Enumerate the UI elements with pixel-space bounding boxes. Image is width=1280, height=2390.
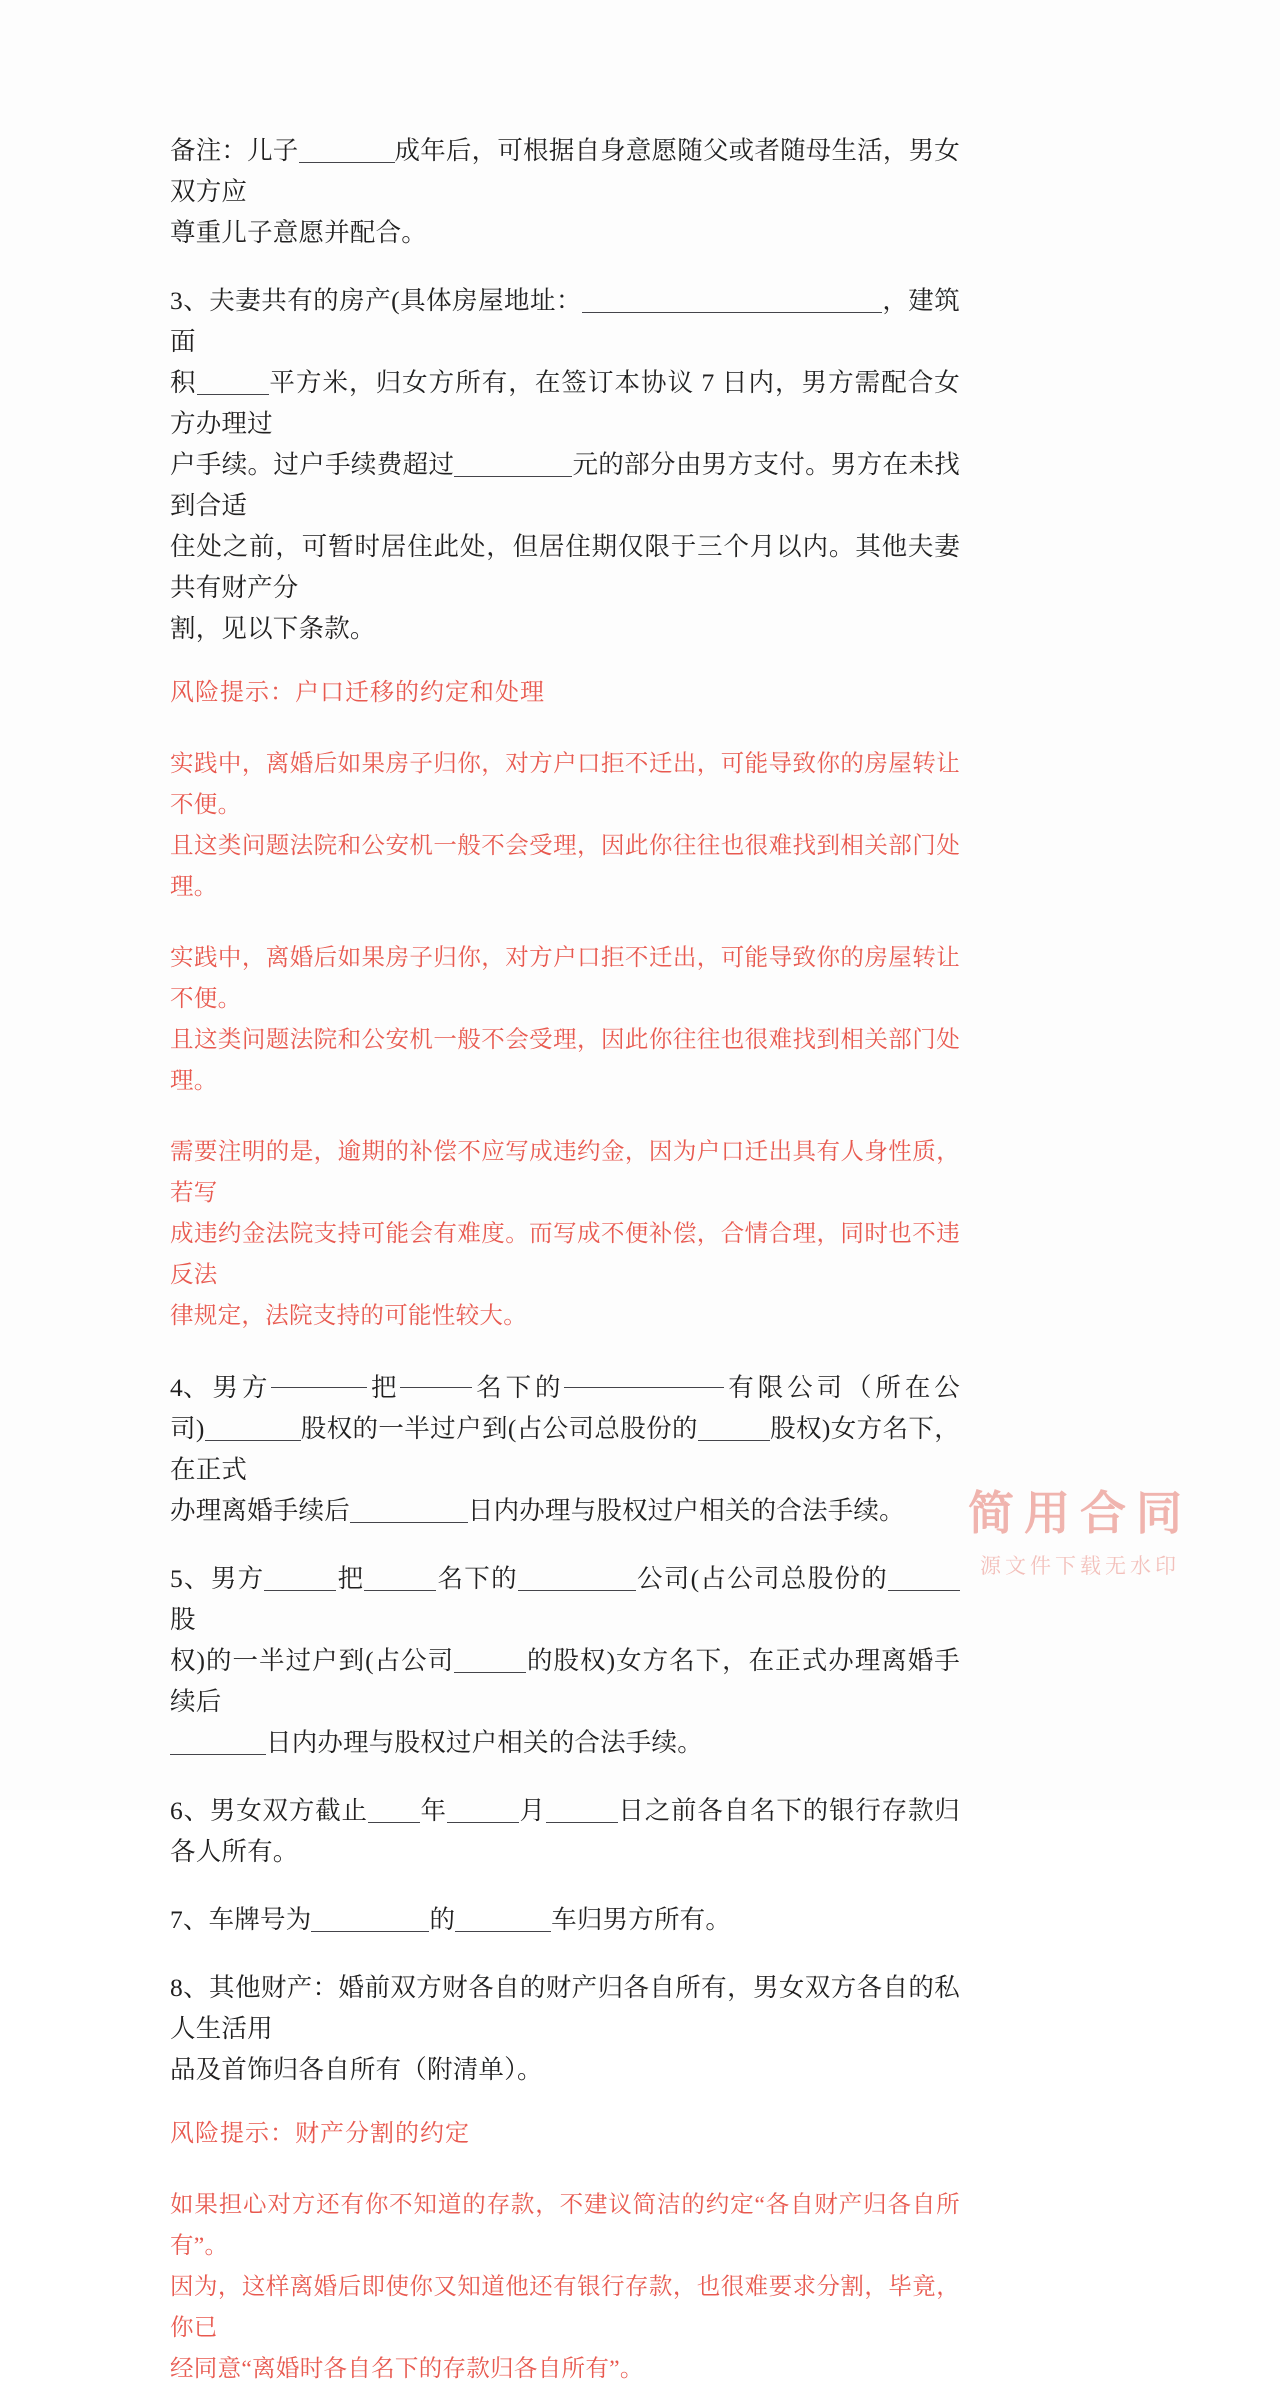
fill-blank[interactable] [400, 1367, 472, 1388]
clause-7-b: 的 [429, 1905, 456, 1934]
risk-paragraph-2 [170, 938, 960, 1102]
fill-blank[interactable] [299, 142, 395, 163]
clause-4-c8: 限 [757, 1373, 784, 1402]
clause-7-a: 7、车牌号为 [170, 1905, 312, 1934]
watermark [968, 1487, 1192, 1580]
watermark-subtitle: 源文件下载无水印 [980, 1554, 1180, 1578]
document-body [170, 130, 960, 2390]
paragraph-note-child [170, 130, 960, 253]
clause-6-a: 6、男女双方截止 [170, 1796, 368, 1825]
clause-4-c6: 的 [535, 1373, 561, 1402]
watermark-brand: 简用合同 [968, 1486, 1192, 1541]
clause-3-line-b-prefix: 积 [170, 368, 197, 397]
clause-4-c4: 名 [476, 1373, 502, 1402]
risk-paragraph-3 [170, 1132, 960, 1337]
clause-4-c11: （ [845, 1373, 872, 1402]
clause-4-c10: 司 [816, 1373, 843, 1402]
fill-blank[interactable] [564, 1367, 724, 1388]
clause-4-c2: 方 [241, 1373, 268, 1402]
risk-p1-line1: 实践中，离婚后如果房子归你，对方户口拒不迁出，可能导致你的房屋转让不便。 [170, 751, 960, 818]
clause-4-num: 4、 [170, 1373, 209, 1402]
risk-p4-line2: 因为，这样离婚后即使你又知道他还有银行存款，也很难要求分割，毕竟，你已 [170, 2274, 960, 2341]
risk-p2-line1: 实践中，离婚后如果房子归你，对方户口拒不迁出，可能导致你的房屋转让不便。 [170, 945, 960, 1012]
clause-5-g: 的股权)女方名下，在正式办理离婚手续后 [170, 1646, 960, 1716]
risk-p2-line2: 且这类问题法院和公安机一般不会受理，因此你往往也很难找到相关部门处理。 [170, 1027, 960, 1094]
clause-5-e: 股 [170, 1605, 196, 1634]
clause-4-line2-b: 股权的一半过户到(占公司总股份的 [300, 1414, 698, 1443]
fill-blank[interactable] [455, 1911, 551, 1932]
clause-6-d: 日之前各自名下的银行存款归各人所有。 [170, 1796, 960, 1866]
clause-4-c7: 有 [728, 1373, 754, 1402]
risk-p3-line1: 需要注明的是，逾期的补偿不应写成违约金，因为户口迁出具有人身性质，若写 [170, 1139, 960, 1206]
clause-4-line2-a: 司) [170, 1414, 205, 1443]
fill-blank[interactable] [368, 1802, 420, 1823]
clause-3-line-a-prefix: 3、夫妻共有的房产(具体房屋地址： [170, 286, 583, 315]
clause-4-line1 [170, 1367, 960, 1408]
clause-3-line-c-mid: 元的部分由男方支付。男方在未找到合适 [170, 450, 960, 520]
risk-p4-line1: 如果担心对方还有你不知道的存款，不建议简洁的约定“各自财产归各自所有”。 [170, 2192, 960, 2259]
clause-3-line-e: 割，见以下条款。 [170, 614, 376, 643]
clause-4-line3-b: 日内办理与股权过户相关的合法手续。 [467, 1496, 905, 1525]
fill-blank[interactable] [311, 1911, 429, 1932]
clause-5-d: 公司(占公司总股份的 [635, 1564, 888, 1593]
clause-3-line-d: 住处之前，可暂时居住此处，但居住期仅限于三个月以内。其他夫妻共有财产分 [170, 532, 960, 602]
risk-p1-line2: 且这类问题法院和公安机一般不会受理，因此你往往也很难找到相关部门处理。 [170, 833, 960, 900]
note-child-line2: 尊重儿子意愿并配合。 [170, 218, 428, 247]
clause-3-line-b-mid: 平方米，归女方所有，在签订本协议 7 日内，男方需配合女方办理过 [170, 368, 960, 438]
clause-4-c1: 男 [212, 1373, 239, 1402]
clause-6-b: 年 [419, 1796, 447, 1825]
clause-5-b: 把 [336, 1564, 365, 1593]
fill-blank[interactable] [582, 292, 882, 313]
risk-heading-household-registration: 风险提示：户口迁移的约定和处理 [170, 680, 545, 706]
risk-paragraph-4 [170, 2185, 960, 2390]
risk-heading-property-division: 风险提示：财产分割的约定 [170, 2121, 470, 2147]
clause-4-c12: 所 [875, 1373, 902, 1402]
fill-blank[interactable] [546, 1802, 618, 1823]
clause-4-line3-a: 办理离婚手续后 [170, 1496, 350, 1525]
risk-p4-line3: 经同意“离婚时各自名下的存款归各自所有”。 [170, 2356, 644, 2382]
clause-8-line2: 品及首饰归各自所有（附清单）。 [170, 2055, 543, 2084]
clause-7-c: 车归男方所有。 [551, 1905, 732, 1934]
clause-6-c: 月 [518, 1796, 546, 1825]
risk-p3-line2: 成违约金法院支持可能会有难度。而写成不便补偿，合情合理，同时也不违反法 [170, 1221, 960, 1288]
fill-blank[interactable] [264, 1570, 336, 1591]
clause-5-h: 日内办理与股权过户相关的合法手续。 [266, 1728, 703, 1757]
fill-blank[interactable] [518, 1570, 636, 1591]
clause-8-line1: 8、其他财产：婚前双方财各自的财产归各自所有，男女双方各自的私人生活用 [170, 1973, 960, 2043]
paragraph-clause-8 [170, 1967, 960, 2090]
fill-blank[interactable] [364, 1570, 436, 1591]
paragraph-clause-4 [170, 1367, 960, 1531]
paragraph-clause-6 [170, 1790, 960, 1872]
risk-paragraph-1 [170, 744, 960, 908]
fill-blank[interactable] [454, 456, 572, 477]
risk-p3-line3: 律规定，法院支持的可能性较大。 [170, 1303, 527, 1329]
note-child-mid: 成年后，可根据自身意愿随父或者随母生活，男女双方应 [170, 136, 960, 206]
clause-3-line-c-prefix: 户手续。过户手续费超过 [170, 450, 455, 479]
fill-blank[interactable] [454, 1652, 526, 1673]
fill-blank[interactable] [197, 374, 269, 395]
clause-3-line-a-suffix: ，建筑面 [170, 286, 960, 356]
clause-5-f: 权)的一半过户到(占公司 [170, 1646, 455, 1675]
clause-5-c: 名下的 [436, 1564, 518, 1593]
fill-blank[interactable] [170, 1734, 266, 1755]
paragraph-clause-7 [170, 1899, 960, 1940]
fill-blank[interactable] [888, 1570, 960, 1591]
clause-4-c13: 在 [904, 1373, 931, 1402]
clause-4-c14: 公 [934, 1373, 960, 1402]
paragraph-clause-5 [170, 1558, 960, 1763]
clause-4-line2-c: 股权)女方名下，在正式 [170, 1414, 960, 1484]
note-child-prefix: 备注：儿子 [170, 136, 299, 165]
fill-blank[interactable] [447, 1802, 519, 1823]
fill-blank[interactable] [350, 1502, 468, 1523]
clause-4-c5: 下 [505, 1373, 532, 1402]
fill-blank[interactable] [698, 1420, 770, 1441]
clause-5-a: 5、男方 [170, 1564, 265, 1593]
fill-blank[interactable] [205, 1420, 301, 1441]
clause-4-c3: 把 [371, 1373, 397, 1402]
fill-blank[interactable] [271, 1367, 367, 1388]
paragraph-clause-3 [170, 280, 960, 649]
clause-4-c9: 公 [787, 1373, 813, 1402]
